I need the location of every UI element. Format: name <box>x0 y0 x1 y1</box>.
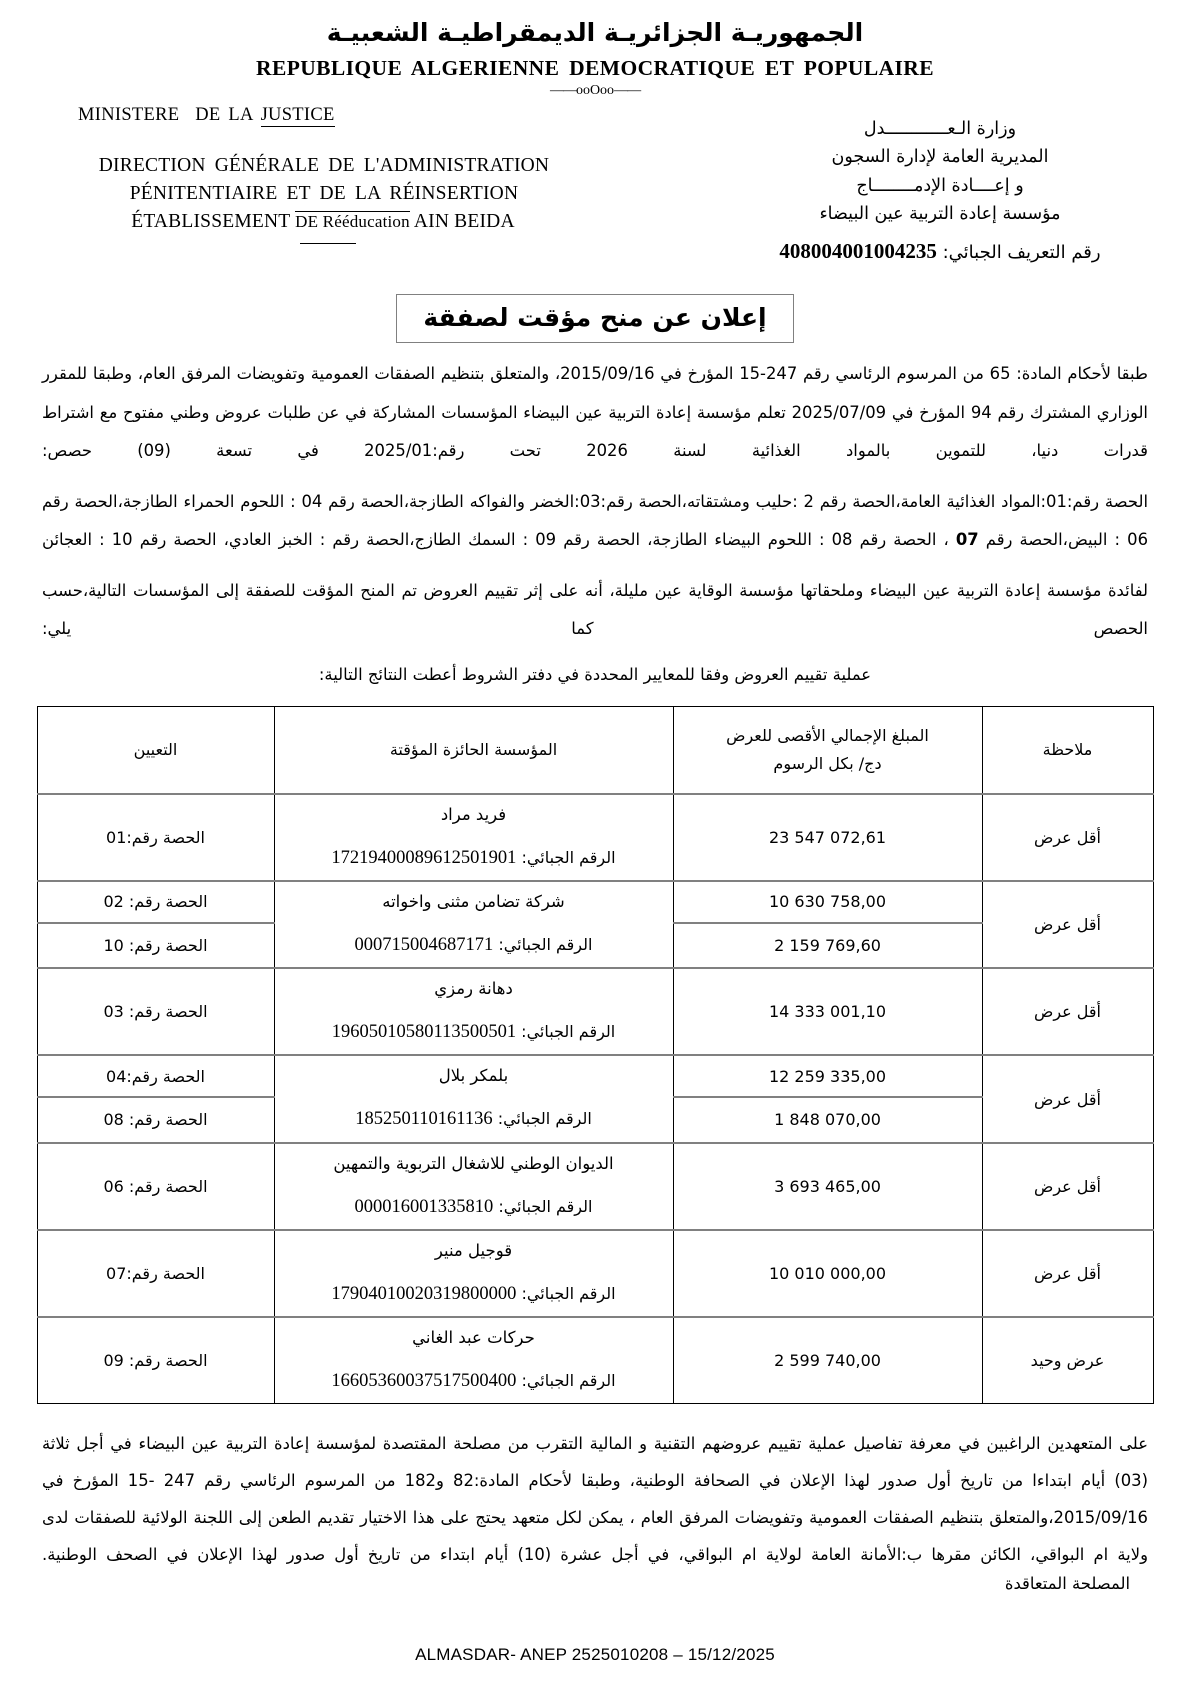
cell-entity-name <box>274 794 673 836</box>
entity-fiscal-number: 16605360037517500400 <box>331 1371 517 1392</box>
entity-fiscal-line <box>279 1016 669 1048</box>
results-table-head <box>37 706 1153 794</box>
cell-lot: الحصة رقم: 02 <box>37 881 274 923</box>
entity-name-text: دهانة رمزي <box>434 979 513 999</box>
header-columns <box>0 105 1190 290</box>
entity-name-text: حركات عبد الغاني <box>412 1328 535 1348</box>
entity-name-text: فريد مراد <box>440 804 507 824</box>
table-row <box>37 1230 1153 1272</box>
criteria-line: عملية تقييم العروض وفقا للمعايير المحددة في دفتر الشروط أعطت النتائج التالية: <box>318 664 872 684</box>
entity-fiscal-line <box>279 842 669 874</box>
cell-amount: 10 010 000,00 <box>673 1230 982 1317</box>
cell-lot: الحصة رقم: 08 <box>37 1097 274 1142</box>
cell-lot: الحصة رقم: 03 <box>37 968 274 1055</box>
ministry-label: MINISTERE DE LA JUSTICE <box>78 105 335 125</box>
entity-name-text: بلمكر بلال <box>438 1066 509 1086</box>
document-page <box>0 18 1190 1701</box>
entity-fiscal-label: الرقم الجبائي: <box>498 1196 593 1216</box>
entity-fiscal-label: الرقم الجبائي: <box>498 934 593 954</box>
cell-note: عرض وحيد <box>982 1317 1153 1404</box>
table-row <box>37 1317 1153 1359</box>
header-french-block <box>0 105 640 244</box>
table-row <box>37 968 1153 1010</box>
cell-amount: 23 547 072,61 <box>673 794 982 881</box>
cell-entity-name <box>274 881 673 923</box>
entity-fiscal-line <box>279 1191 669 1223</box>
entity-fiscal-line <box>279 1365 669 1397</box>
intro-paragraph-3: لفائدة مؤسسة إعادة التربية عين البيضاء وملحقاتها مؤسسة الوقاية عين مليلة، أنه على إثر تقييم العروض تم المنح المؤقت للصفقة إلى المؤسسات التالية،حسب الحصص كما يلي: <box>42 580 1148 639</box>
ministry-arabic-line-2: و إعــــادة الإدمــــــــاج <box>856 175 1024 196</box>
appeal-paragraph: على المتعهدين الراغبين في معرفة تفاصيل عملية تقييم عروضهم التقنية و المالية التقرب من مصلحة المقتصدة لمؤسسة إعادة التربية عين البيضاء في أجل ثلاثة (03) أيام ابتداءا من تاريخ أول صدور لهذا الإعلان في الصحافة الوطنية، وطبقا لأحكام المادة:82 و182 من المرسوم الرئاسي رقم 247 -15 المؤرخ في 2015/09/16،والمتعلق بتنظيم الصفقات العمومية وتفويضات المرفق العام ، يمكن لكل متعهد يحتج على هذا الاختيار تقديم الطعن إلى اللجنة الولائية للصفقات لدى ولاية ام البواقي، الكائن مقرها ب:الأمانة العامة لولاية ام البواقي، في أجل عشرة (10) أيام ابتداء من تاريخ أول صدور لهذا الإعلان في الصحف الوطنية. <box>42 1434 1149 1565</box>
cell-amount: 1 848 070,00 <box>673 1097 982 1142</box>
table-row <box>37 1143 1153 1185</box>
establishment-line <box>0 211 640 233</box>
direction-line-1: DIRECTION GÉNÉRALE DE L'ADMINISTRATION <box>98 155 550 176</box>
header-amount-line1: المبلغ الإجمالي الأقصى للعرض <box>726 725 929 745</box>
cell-entity-name <box>274 968 673 1010</box>
establishment-prefix: ÉTABLISSEMENT <box>131 210 296 232</box>
cell-entity-name <box>274 1230 673 1272</box>
cell-amount: 3 693 465,00 <box>673 1143 982 1230</box>
table-row <box>37 1055 1153 1097</box>
direction-line-2: PÉNITENTIAIRE ET DE LA RÉINSERTION <box>129 183 519 205</box>
cell-lot: الحصة رقم: 06 <box>37 1143 274 1230</box>
cell-amount: 2 159 769,60 <box>673 923 982 968</box>
cell-entity-name <box>274 1317 673 1359</box>
entity-fiscal-label: الرقم الجبائي: <box>521 1022 616 1042</box>
entity-name-text: شركة تضامن مثنى واخواته <box>382 891 565 911</box>
cell-entity-name <box>274 1055 673 1097</box>
header-fiscal-id <box>730 234 1150 268</box>
entity-fiscal-line <box>279 1278 669 1310</box>
header-amount-line2: دج/ بكل الرسوم <box>773 753 882 773</box>
establishment-suffix: AIN BEIDA <box>409 210 515 232</box>
lots-text-b: ، الحصة رقم 08 : اللحوم البيضاء الطازجة، الحصة رقم 09 : السمك الطازج،الحصة رقم : الخبز العادي، الحصة رقم 10 : العجائن <box>42 530 956 550</box>
cell-lot: الحصة رقم:07 <box>37 1230 274 1317</box>
establishment-middle: DE Rééducation <box>295 211 410 231</box>
results-table-body <box>37 794 1153 1404</box>
cell-lot: الحصة رقم: 09 <box>37 1317 274 1404</box>
ornament-text: ooOoo <box>575 83 615 98</box>
cell-amount: 2 599 740,00 <box>673 1317 982 1404</box>
cell-entity-fiscal <box>274 1272 673 1317</box>
republic-title-arabic: الجمهوريـة الجزائريـة الديمقراطيـة الشعبيـة <box>326 18 864 47</box>
entity-fiscal-number: 17219400089612501901 <box>331 847 517 868</box>
entity-fiscal-label: الرقم الجبائي: <box>521 1371 616 1391</box>
header-arabic-block <box>730 115 1150 268</box>
fiscal-id-label: رقم التعريف الجبائي: <box>942 242 1101 264</box>
cell-entity-fiscal <box>274 923 673 968</box>
cell-amount: 14 333 001,10 <box>673 968 982 1055</box>
entity-name-text: الديوان الوطني للاشغال التربوية والتمهين <box>333 1153 614 1173</box>
cell-note: أقل عرض <box>982 1055 1153 1142</box>
ministry-line-wrap <box>0 105 640 126</box>
ministry-arabic-line-0: وزارة الـعــــــــــــدل <box>863 119 1017 139</box>
table-row <box>37 794 1153 836</box>
ornament-dash-left: —— <box>549 83 576 98</box>
cell-entity-fiscal <box>274 1010 673 1055</box>
entity-fiscal-label: الرقم الجبائي: <box>521 847 616 867</box>
lots-text-a: الحصة رقم:01:المواد الغذائية العامة،الحصة رقم 2 :حليب ومشتقاته،الحصة رقم:03:الخضر والفواكه الطازجة،الحصة رقم 04 : اللحوم الحمراء الطازجة،الحصة رقم 06 : البيض،الحصة رقم <box>42 491 1149 550</box>
entity-fiscal-line <box>279 929 669 961</box>
entity-fiscal-number: 185250110161136 <box>355 1109 493 1130</box>
ornament-divider <box>0 83 1190 99</box>
cell-entity-fiscal <box>274 1359 673 1404</box>
entity-fiscal-number: 000016001335810 <box>354 1196 494 1217</box>
signature-line: المصلحة المتعاقدة <box>1004 1574 1130 1594</box>
results-table <box>37 706 1154 1405</box>
ornament-dash-right: —— <box>614 83 641 98</box>
cell-entity-name <box>274 1143 673 1185</box>
cell-entity-fiscal <box>274 836 673 881</box>
intro-paragraph-2 <box>42 483 1148 560</box>
header-designation: التعيين <box>37 706 274 794</box>
cell-note: أقل عرض <box>982 1143 1153 1230</box>
cell-note: أقل عرض <box>982 881 1153 968</box>
cell-amount: 10 630 758,00 <box>673 881 982 923</box>
entity-name-text: قوجيل منير <box>434 1240 513 1260</box>
cell-entity-fiscal <box>274 1097 673 1142</box>
cell-lot: الحصة رقم:04 <box>37 1055 274 1097</box>
lot-label-0: الحصة رقم:01 <box>106 827 205 847</box>
cell-note: أقل عرض <box>982 968 1153 1055</box>
cell-lot <box>37 794 274 881</box>
header-note: ملاحظة <box>982 706 1153 794</box>
cell-lot: الحصة رقم: 10 <box>37 923 274 968</box>
entity-fiscal-label: الرقم الجبائي: <box>521 1283 616 1303</box>
header-amount <box>673 706 982 794</box>
lots-highlight: 07 <box>955 530 979 550</box>
title-box-wrapper <box>0 294 1190 343</box>
republic-title-french: REPUBLIQUE ALGERIENNE DEMOCRATIQUE ET POPULAIRE <box>256 56 934 80</box>
entity-fiscal-number: 19605010580113500501 <box>331 1022 517 1043</box>
ministry-arabic-line-1: المديرية العامة لإدارة السجون <box>831 147 1049 168</box>
announcement-title: إعلان عن منح مؤقت لصفقة <box>396 294 793 343</box>
ministry-arabic-line-3: مؤسسة إعادة التربية عين البيضاء <box>819 204 1061 225</box>
cell-note: أقل عرض <box>982 794 1153 881</box>
entity-fiscal-number: 17904010020319800000 <box>331 1283 517 1304</box>
cell-note: أقل عرض <box>982 1230 1153 1317</box>
anep-reference: ALMASDAR- ANEP 2525010208 – 15/12/2025 <box>415 1645 775 1664</box>
intro-paragraph-1: طبقا لأحكام المادة: 65 من المرسوم الرئاسي رقم 247-15 المؤرخ في 2015/09/16، والمتعلق بتنظيم الصفقات العمومية وتفويضات المرفق العام، وطبقا للمقرر الوزاري المشترك رقم 94 المؤرخ في 2025/07/09 تعلم مؤسسة إعادة التربية عين البيضاء المؤسسات المشاركة في عن طلبات عروض وطني مفتوح مع اشتراط قدرات دنيا، للتموين بالمواد الغذائية لسنة 2026 تحت رقم:2025/01 في تسعة (09) حصص: <box>42 364 1148 461</box>
header-entity: المؤسسة الحائزة المؤقتة <box>274 706 673 794</box>
table-row <box>37 881 1153 923</box>
entity-fiscal-number: 000715004687171 <box>354 934 494 955</box>
header-rule <box>300 243 356 244</box>
fiscal-id-number: 408004001004235 <box>779 239 937 264</box>
entity-fiscal-line <box>279 1103 669 1135</box>
cell-amount: 12 259 335,00 <box>673 1055 982 1097</box>
cell-entity-fiscal <box>274 1185 673 1230</box>
entity-fiscal-label: الرقم الجبائي: <box>497 1109 592 1129</box>
table-header-row <box>37 706 1153 794</box>
